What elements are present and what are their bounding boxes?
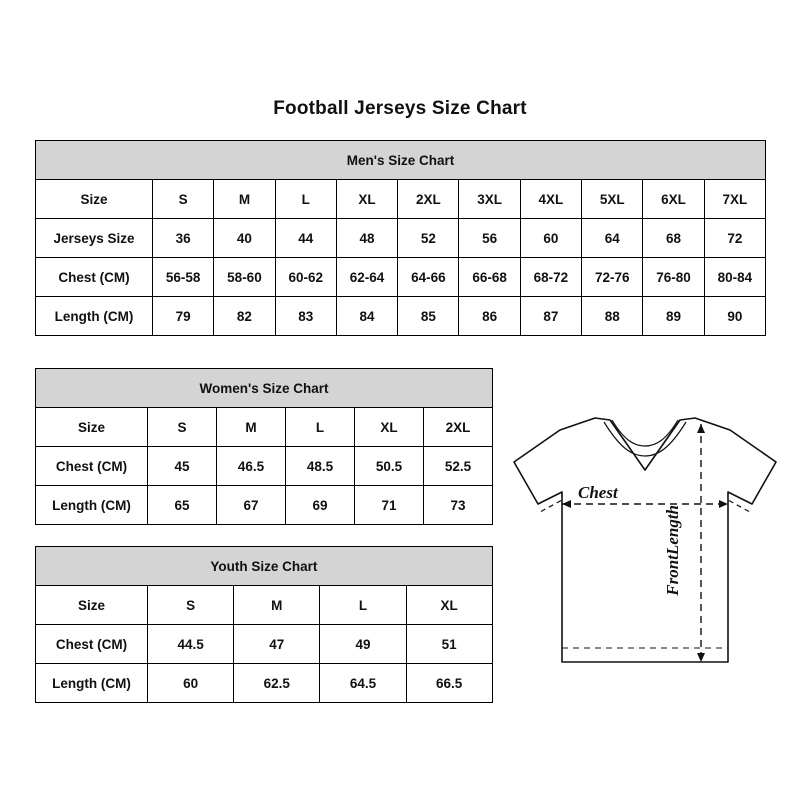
table-row — [36, 447, 493, 486]
col-header-6xl: 6XL — [643, 180, 704, 219]
cell: 84 — [336, 297, 397, 336]
cell: 68-72 — [520, 258, 581, 297]
table-row — [36, 625, 493, 664]
col-header-l: L — [275, 180, 336, 219]
jersey-outline-icon — [500, 400, 790, 700]
col-header-7xl: 7XL — [704, 180, 765, 219]
mens-size-chart-section — [35, 140, 765, 336]
cell: 68 — [643, 219, 704, 258]
jersey-measurement-diagram — [500, 400, 790, 700]
cell: 40 — [214, 219, 275, 258]
cell: 86 — [459, 297, 520, 336]
chest-measure-label: Chest — [578, 483, 618, 502]
cell: 45 — [148, 447, 217, 486]
cell: 88 — [582, 297, 643, 336]
cell: 66.5 — [406, 664, 492, 703]
cell: 67 — [217, 486, 286, 525]
front-length-measure-label: FrontLength — [663, 505, 682, 596]
cell: 46.5 — [217, 447, 286, 486]
table-row — [36, 664, 493, 703]
row-header-jerseys-size: Jerseys Size — [36, 219, 153, 258]
cell: 52.5 — [424, 447, 493, 486]
cell: 56 — [459, 219, 520, 258]
col-header-m: M — [217, 408, 286, 447]
cell: 56-58 — [153, 258, 214, 297]
row-header-length-cm: Length (CM) — [36, 486, 148, 525]
cell: 73 — [424, 486, 493, 525]
cell: 64.5 — [320, 664, 406, 703]
row-header-size: Size — [36, 180, 153, 219]
cell: 60-62 — [275, 258, 336, 297]
col-header-3xl: 3XL — [459, 180, 520, 219]
row-header-chest-cm: Chest (CM) — [36, 447, 148, 486]
mens-table-title: Men's Size Chart — [36, 141, 766, 180]
cell: 44.5 — [148, 625, 234, 664]
womens-size-table — [35, 368, 493, 525]
col-header-s: S — [148, 408, 217, 447]
cell: 62-64 — [336, 258, 397, 297]
cell: 72-76 — [582, 258, 643, 297]
youth-table-title: Youth Size Chart — [36, 547, 493, 586]
page-title: Football Jerseys Size Chart — [273, 98, 527, 119]
row-header-size: Size — [36, 586, 148, 625]
cell: 83 — [275, 297, 336, 336]
cell: 49 — [320, 625, 406, 664]
col-header-l: L — [286, 408, 355, 447]
row-header-chest-cm: Chest (CM) — [36, 625, 148, 664]
table-row — [36, 258, 766, 297]
cell: 66-68 — [459, 258, 520, 297]
cell: 51 — [406, 625, 492, 664]
cell: 52 — [398, 219, 459, 258]
cell: 64 — [582, 219, 643, 258]
cell: 50.5 — [355, 447, 424, 486]
col-header-xl: XL — [406, 586, 492, 625]
table-row — [36, 486, 493, 525]
cell: 79 — [153, 297, 214, 336]
table-title-row — [36, 369, 493, 408]
cell: 72 — [704, 219, 765, 258]
womens-size-chart-section — [35, 368, 492, 525]
cell: 65 — [148, 486, 217, 525]
cell: 36 — [153, 219, 214, 258]
cell: 62.5 — [234, 664, 320, 703]
cell: 85 — [398, 297, 459, 336]
cell: 82 — [214, 297, 275, 336]
cell: 60 — [520, 219, 581, 258]
col-header-4xl: 4XL — [520, 180, 581, 219]
row-header-length-cm: Length (CM) — [36, 297, 153, 336]
table-row — [36, 408, 493, 447]
cell: 48 — [336, 219, 397, 258]
row-header-chest-cm: Chest (CM) — [36, 258, 153, 297]
table-row — [36, 219, 766, 258]
cell: 58-60 — [214, 258, 275, 297]
col-header-2xl: 2XL — [398, 180, 459, 219]
cell: 90 — [704, 297, 765, 336]
col-header-5xl: 5XL — [582, 180, 643, 219]
cell: 87 — [520, 297, 581, 336]
cell: 44 — [275, 219, 336, 258]
table-row — [36, 180, 766, 219]
row-header-size: Size — [36, 408, 148, 447]
cell: 80-84 — [704, 258, 765, 297]
col-header-s: S — [153, 180, 214, 219]
cell: 47 — [234, 625, 320, 664]
cell: 76-80 — [643, 258, 704, 297]
col-header-m: M — [234, 586, 320, 625]
cell: 48.5 — [286, 447, 355, 486]
cell: 89 — [643, 297, 704, 336]
table-row — [36, 586, 493, 625]
col-header-xl: XL — [355, 408, 424, 447]
table-row — [36, 297, 766, 336]
womens-table-title: Women's Size Chart — [36, 369, 493, 408]
mens-size-table — [35, 140, 766, 336]
table-title-row — [36, 547, 493, 586]
youth-size-chart-section — [35, 546, 492, 703]
col-header-2xl: 2XL — [424, 408, 493, 447]
cell: 64-66 — [398, 258, 459, 297]
cell: 71 — [355, 486, 424, 525]
youth-size-table — [35, 546, 493, 703]
table-title-row — [36, 141, 766, 180]
cell: 60 — [148, 664, 234, 703]
col-header-l: L — [320, 586, 406, 625]
row-header-length-cm: Length (CM) — [36, 664, 148, 703]
col-header-s: S — [148, 586, 234, 625]
cell: 69 — [286, 486, 355, 525]
col-header-m: M — [214, 180, 275, 219]
col-header-xl: XL — [336, 180, 397, 219]
